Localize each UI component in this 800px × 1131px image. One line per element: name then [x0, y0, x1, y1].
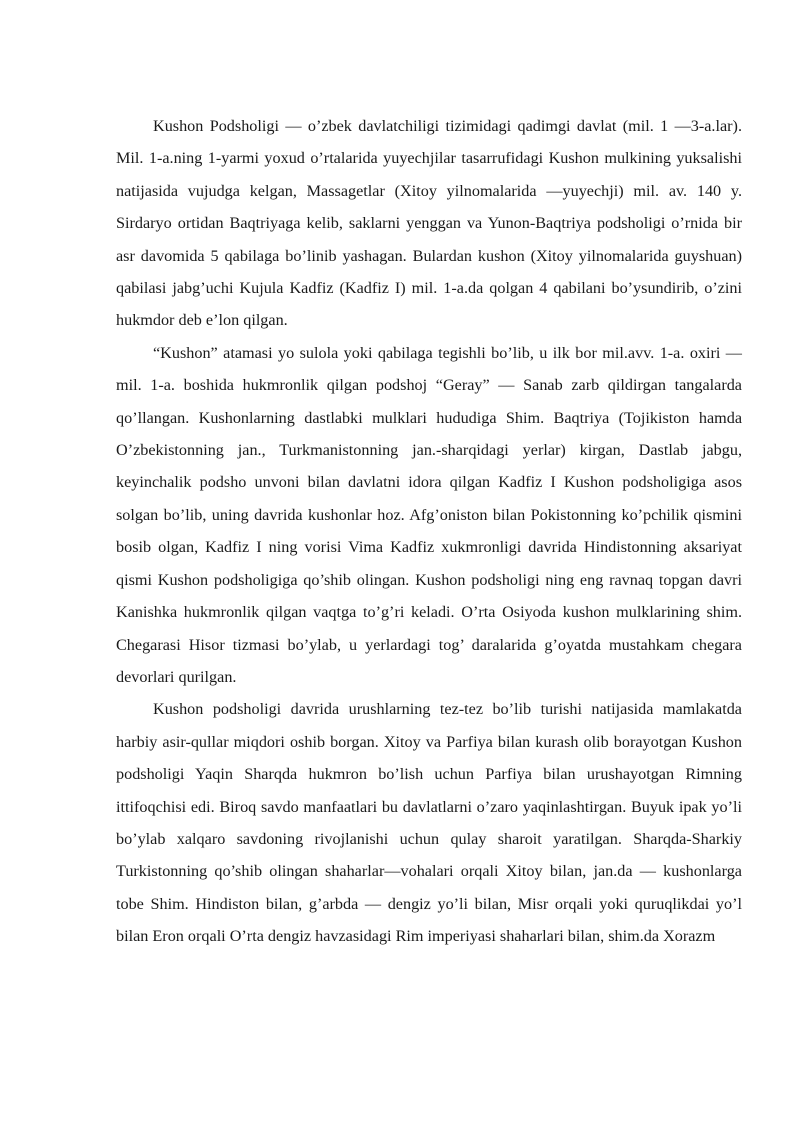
- document-body: [116, 110, 742, 953]
- paragraph-3: Kushon podsholigi davrida urushlarning tez-tez bo’lib turishi natijasida mamlakatda harbiy asir-qullar miqdori oshib borgan. Xitoy va Parfiya bilan kurash olib borayotgan Kushon podsholigi Yaqin Sharqda hukmron bo’lish uchun Parfiya bilan urushayotgan Rimning ittifoqchisi edi. Biroq savdo manfaatlari bu davlatlarni o’zaro yaqinlashtirgan. Buyuk ipak yo’li bo’ylab xalqaro savdoning rivojlanishi uchun qulay sharoit yaratilgan. Sharqda-Sharkiy Turkistonning qo’shib olingan shaharlar—vohalari orqali Xitoy bilan, jan.da — kushonlarga tobe Shim. Hindiston bilan, g’arbda — dengiz yo’li bilan, Misr orqali yoki quruqlikdai yo’l bilan Eron orqali O’rta dengiz havzasidagi Rim imperiyasi shaharlari bilan, shim.da Xorazm: [116, 700, 742, 946]
- paragraph-2: “Kushon” atamasi yo sulola yoki qabilaga tegishli bo’lib, u ilk bor mil.avv. 1-a. oxiri — mil. 1-a. boshida hukmronlik qilgan podshoj “Geray” — Sanab zarb qildirgan tangalarda qo’llangan. Kushonlarning dastlabki mulklari hududiga Shim. Baqtriya (Tojikiston hamda O’zbekistonning jan., Turkmanistonning jan.-sharqidagi yerlar) kirgan, Dastlab jabgu, keyinchalik podsho unvoni bilan davlatni idora qilgan Kadfiz I Kushon podsholigiga asos solgan bo’lib, uning davrida kushonlar hoz. Afg’oniston bilan Pokistonning ko’pchilik qismini bosib olgan, Kadfiz I ning vorisi Vima Kadfiz xukmronligi davrida Hindistonning aksariyat qismi Kushon podsholigiga qo’shib olingan. Kushon podsholigi ning eng ravnaq topgan davri Kanishka hukmronlik qilgan vaqtga to’g’ri keladi. O’rta Osiyoda kushon mulklarining shim. Chegarasi Hisor tizmasi bo’ylab, u yerlardagi tog’ daralarida g’oyatda mustahkam chegara devorlari qurilgan.: [116, 343, 742, 686]
- paragraph-1: Kushon Podsholigi — o’zbek davlatchiligi tizimidagi qadimgi davlat (mil. 1 —3-a.lar). Mil. 1-a.ning 1-yarmi yoxud o’rtalarida yuyechjilar tasarrufidagi Kushon mulkining yuksalishi natijasida vujudga kelgan, Massagetlar (Xitoy yilnomalarida —yuyechji) mil. av. 140 y. Sirdaryo ortidan Baqtriyaga kelib, saklarni yenggan va Yunon-Baqtriya podsholigi o’rnida bir asr davomida 5 qabilaga bo’linib yashagan. Bulardan kushon (Xitoy yilnomalarida guyshuan) qabilasi jabg’uchi Kujula Kadfiz (Kadfiz I) mil. 1-a.da qolgan 4 qabilani bo’ysundirib, o’zini hukmdor deb e’lon qilgan.: [116, 117, 742, 330]
